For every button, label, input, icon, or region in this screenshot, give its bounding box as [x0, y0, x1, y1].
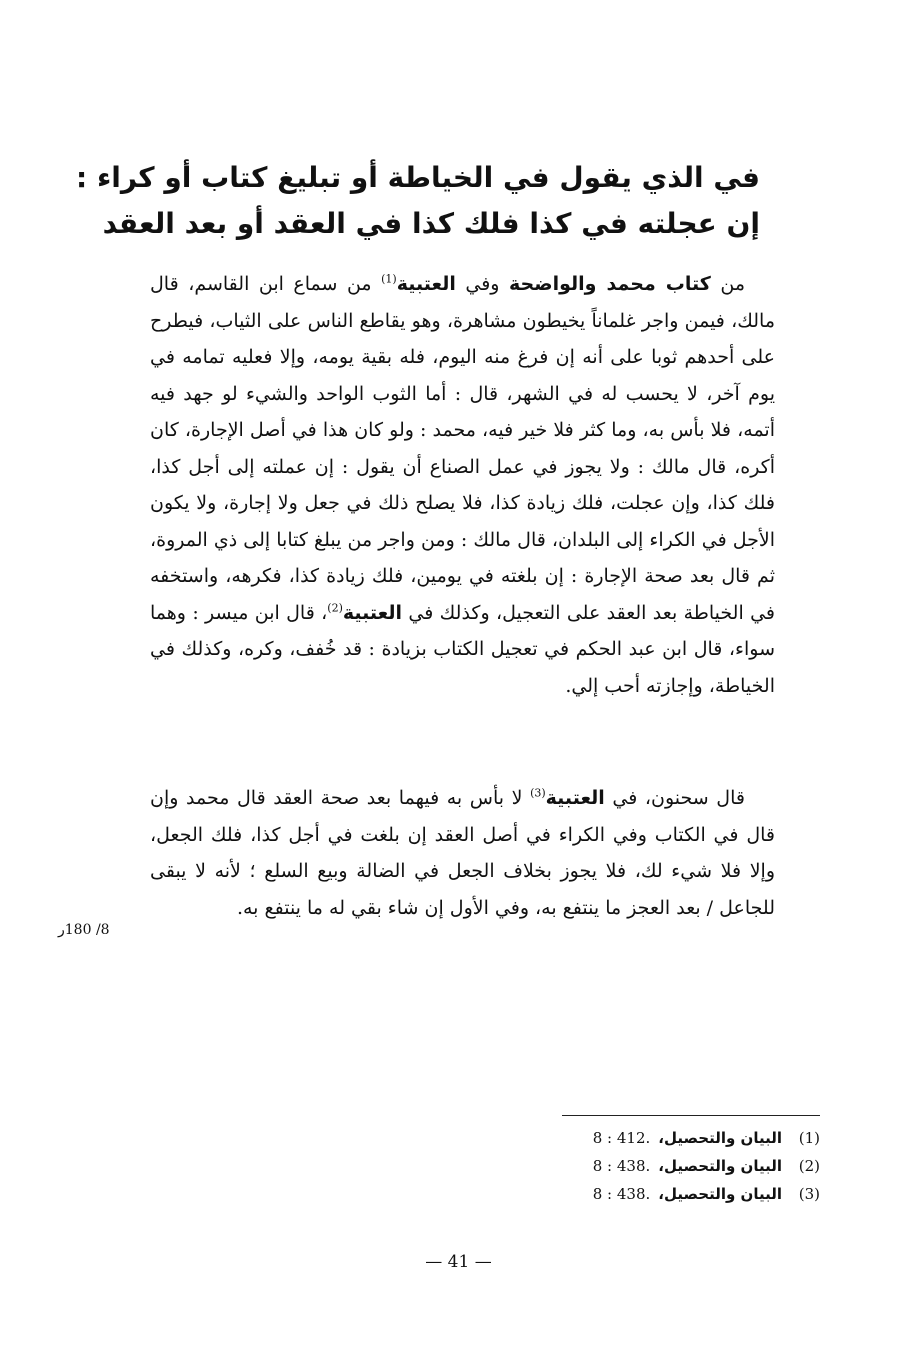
- title-line-2: إن عجلته في كذا فلك كذا في العقد أو بعد العقد: [102, 207, 760, 240]
- footnotes: [520, 1124, 820, 1208]
- source-name-kitab-muhammad: كتاب محمد والواضحة: [509, 273, 711, 295]
- paragraph-2-prefix: قال سحنون، في: [604, 787, 745, 809]
- footnote-location: 8 : 438.: [592, 1157, 651, 1175]
- page-number: — 41 —: [425, 1252, 492, 1272]
- footnote-divider: [562, 1115, 820, 1116]
- footnote-number: (3): [798, 1185, 820, 1203]
- source-name-utbiyya: العتبية: [545, 787, 605, 809]
- footnote-ref-3: (3): [530, 786, 546, 800]
- paragraph-1-prefix: من: [710, 273, 745, 295]
- footnote-location: 8 : 438.: [592, 1185, 651, 1203]
- footnote-item: [520, 1180, 820, 1208]
- section-title: [76, 155, 760, 247]
- footnote-source: البيان والتحصيل،: [658, 1157, 782, 1175]
- paragraph-1-text-2: ، قال ابن ميسر : وهما سواء، قال ابن عبد الحكم في تعجيل الكتاب بزيادة : قد خُفف، وكره، وكذلك في الخياطة، وإجازته أحب إلي.: [150, 601, 775, 697]
- footnote-item: [520, 1152, 820, 1180]
- paragraph-2-text-1: لا بأس به فيهما بعد صحة العقد قال محمد وإن قال في الكتاب وفي الكراء في أصل العقد إن بلغت في أجل كذا، فلك الجعل، وإلا فلا شيء لك، فلا يجوز بخلاف الجعل في الضالة وبيع السلع ؛ لأنه لا يبقى للجاعل / بعد العجز ما ينتفع به، وفي الأول إن شاء بقي له ما ينتفع به.: [150, 787, 775, 919]
- footnote-item: [520, 1124, 820, 1152]
- footnote-number: (1): [798, 1129, 820, 1147]
- paragraph-2: [150, 780, 775, 926]
- footnote-source: البيان والتحصيل،: [658, 1185, 782, 1203]
- paragraph-1-mid: وفي: [455, 273, 509, 295]
- footnote-ref-1: (1): [381, 272, 397, 286]
- source-name-utbiyya: العتبية: [342, 601, 403, 624]
- title-line-1: في الذي يقول في الخياطة أو تبليغ كتاب أو كراء :: [76, 161, 760, 194]
- source-name-utbiyya: العتبية: [396, 273, 456, 295]
- footnote-ref-2: (2): [327, 601, 343, 615]
- footnote-source: البيان والتحصيل،: [658, 1129, 782, 1147]
- footnote-number: (2): [798, 1157, 820, 1175]
- paragraph-1-text-1: من سماع ابن القاسم، قال مالك، فيمن واجر غلماناً يخيطون مشاهرة، وهو يقاطع الناس على الثياب، فيطرح على أحدهم ثوبا على أنه إن فرغ منه اليوم، فله بقية يومه، وإلا فعليه تمامه في يوم آخر، لا يحسب له في الشهر، قال : أما الثوب الواحد والشيء لو جهد فيه أتمه، فلا بأس به، وما كثر فلا خير فيه، محمد : ولو كان هذا في أصل الإجارة، كان أكره، قال مالك : ولا يجوز في عمل الصناع أن يقول : إن عملته إلى أجل كذا، فلك كذا، وإن عجلت، فلك زيادة كذا، فلا يصلح ذلك في جعل ولا إجارة، ولا يكون الأجل في الكراء إلى البلدان، قال مالك : ومن واجر من يبلغ كتابا إلى ذي المروة، ثم قال بعد صحة الإجارة : إن بلغته في يومين، فلك زيادة كذا، فكرهه، واستخفه في الخياطة بعد العقد على التعجيل، وكذلك في: [150, 273, 775, 624]
- manuscript-folio-note: 8/ 180ر: [58, 922, 110, 938]
- footnote-location: 8 : 412.: [592, 1129, 651, 1147]
- paragraph-1: [150, 266, 775, 704]
